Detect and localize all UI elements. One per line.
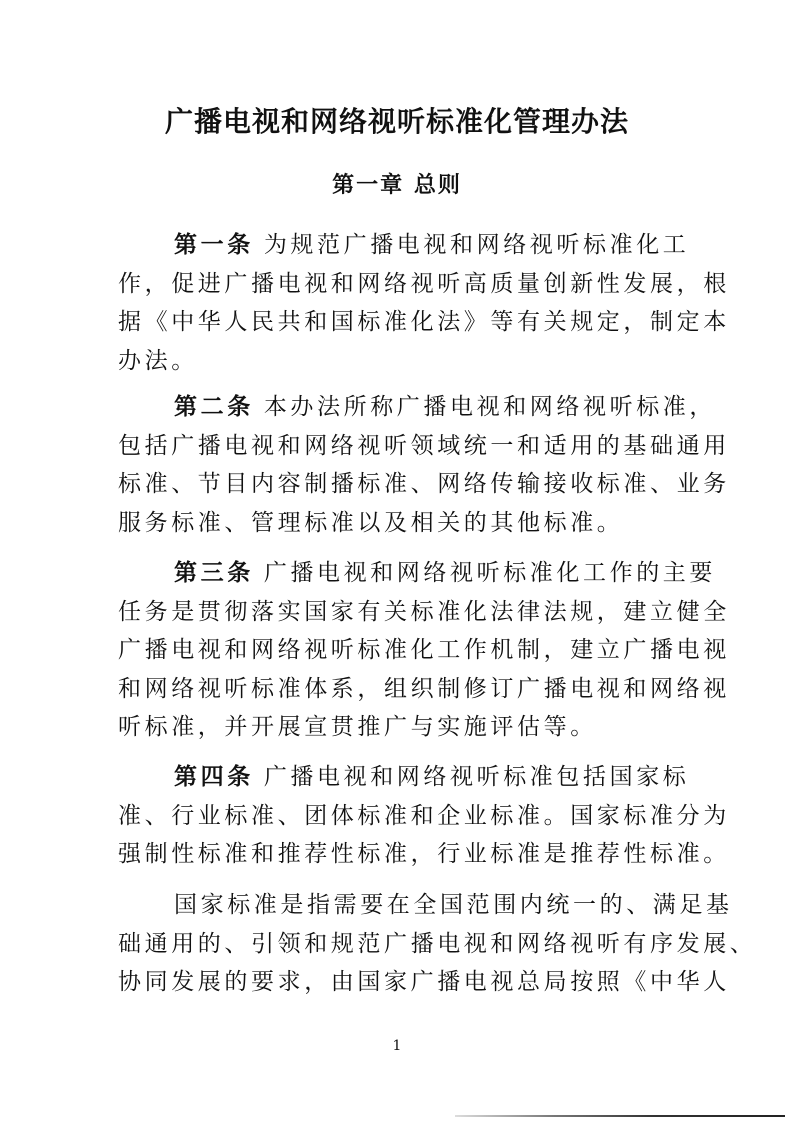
- document-title: 广播电视和网络视听标准化管理办法: [164, 105, 629, 138]
- text-line: 办法。: [118, 347, 198, 374]
- text-line: 协同发展的要求，由国家广播电视总局按照《中华人: [118, 969, 730, 995]
- page-number: 1: [392, 1038, 402, 1054]
- text-line: 国家标准是指需要在全国范围内统一的、满足基: [174, 892, 733, 918]
- article-4: [118, 758, 730, 874]
- text-line: 准、行业标准、团体标准和企业标准。国家标准分为: [118, 802, 730, 829]
- article-lead: 第三条: [174, 559, 254, 586]
- text-line: 包括广播电视和网络视听领域统一和适用的基础通用: [118, 432, 730, 459]
- scan-edge-line: [455, 1115, 785, 1117]
- text-line: 听标准，并开展宣贯推广与实施评估等。: [118, 714, 597, 740]
- article-lead: 第四条: [174, 763, 254, 790]
- text-line: 广播电视和网络视听标准化工作的主要: [263, 560, 717, 586]
- text-line: 标准、节目内容制播标准、网络传输接收标准、业务: [118, 471, 730, 497]
- text-line: 作，促进广播电视和网络视听高质量创新性发展，根: [118, 270, 730, 297]
- text-line: 强制性标准和推荐性标准，行业标准是推荐性标准。: [118, 841, 730, 867]
- text-line: 据《中华人民共和国标准化法》等有关规定，制定本: [118, 309, 730, 335]
- paragraph-national-standard: [118, 886, 757, 1002]
- text-line: 广播电视和网络视听标准包括国家标: [263, 764, 690, 790]
- text-line: 本办法所称广播电视和网络视听标准，: [263, 394, 717, 420]
- text-line: 广播电视和网络视听标准化工作机制，建立广播电视: [118, 637, 730, 663]
- article-lead: 第二条: [174, 393, 254, 420]
- text-line: 为规范广播电视和网络视听标准化工: [263, 232, 690, 258]
- text-line: 和网络视听标准体系，组织制修订广播电视和网络视: [118, 675, 730, 702]
- text-line: 服务标准、管理标准以及相关的其他标准。: [118, 509, 624, 536]
- article-2: [118, 388, 730, 542]
- text-line: 础通用的、引领和规范广播电视和网络视听有序发展、: [118, 930, 757, 957]
- text-line: 任务是贯彻落实国家有关标准化法律法规，建立健全: [118, 598, 730, 625]
- article-lead: 第一条: [174, 231, 254, 258]
- article-3: [118, 554, 730, 747]
- article-1: [118, 226, 730, 380]
- chapter-heading: 第一章 总则: [332, 172, 462, 198]
